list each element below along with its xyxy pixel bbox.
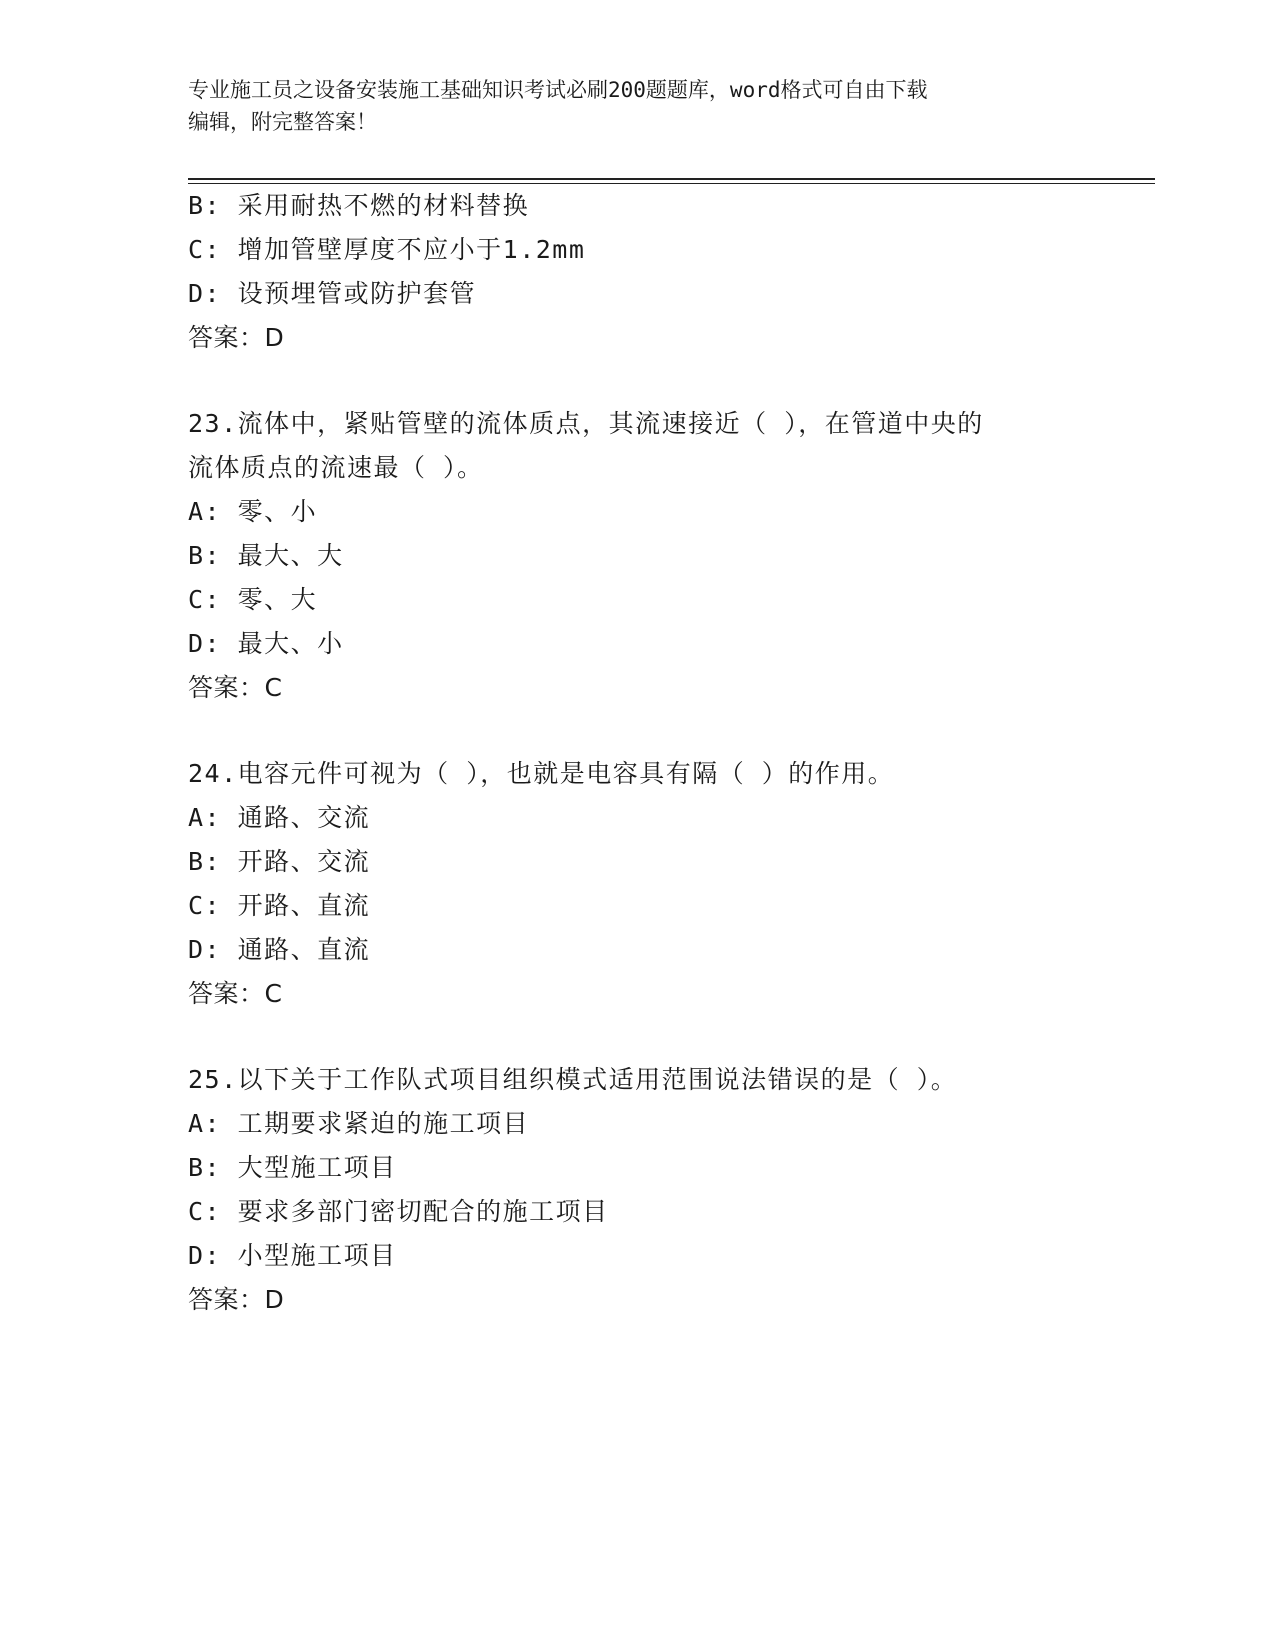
q23-stem-line-2: 流体质点的流速最（ ）。: [188, 453, 484, 482]
q23-option-d: D: 最大、小: [188, 629, 344, 658]
q25-option-d: D: 小型施工项目: [188, 1241, 397, 1270]
q24-option-a: A: 通路、交流: [188, 803, 371, 832]
document-header: [188, 74, 1088, 138]
q25-option-c: C: 要求多部门密切配合的施工项目: [188, 1197, 609, 1226]
q23-option-c: C: 零、大: [188, 585, 318, 614]
prev-option-d: D: 设预埋管或防护套管: [188, 279, 477, 308]
q23-option-a: A: 零、小: [188, 497, 318, 526]
q24-answer: 答案：C: [188, 979, 283, 1008]
q25-answer: 答案：D: [188, 1285, 285, 1314]
header-divider-bottom: [188, 183, 1155, 184]
prev-option-b: B: 采用耐热不燃的材料替换: [188, 191, 530, 220]
q24-stem-line-1: 24.电容元件可视为（ ），也就是电容具有隔（ ）的作用。: [188, 759, 895, 788]
q23-option-b: B: 最大、大: [188, 541, 344, 570]
header-title-line-1: 专业施工员之设备安装施工基础知识考试必刷200题题库，word格式可自由下载: [188, 78, 928, 102]
q25-option-b: B: 大型施工项目: [188, 1153, 397, 1182]
header-title-line-2: 编辑，附完整答案！: [188, 110, 377, 134]
q25-option-a: A: 工期要求紧迫的施工项目: [188, 1109, 530, 1138]
prev-option-c: C: 增加管壁厚度不应小于1.2mm: [188, 235, 586, 264]
q23-answer: 答案：C: [188, 673, 283, 702]
q24-option-d: D: 通路、直流: [188, 935, 371, 964]
prev-answer: 答案：D: [188, 323, 285, 352]
q25-stem-line-1: 25.以下关于工作队式项目组织模式适用范围说法错误的是（ ）。: [188, 1065, 958, 1094]
q24-option-b: B: 开路、交流: [188, 847, 371, 876]
q24-option-c: C: 开路、直流: [188, 891, 371, 920]
header-divider-top: [188, 178, 1155, 180]
q23-stem-line-1: 23.流体中，紧贴管壁的流体质点，其流速接近（ ），在管道中央的: [188, 409, 984, 438]
